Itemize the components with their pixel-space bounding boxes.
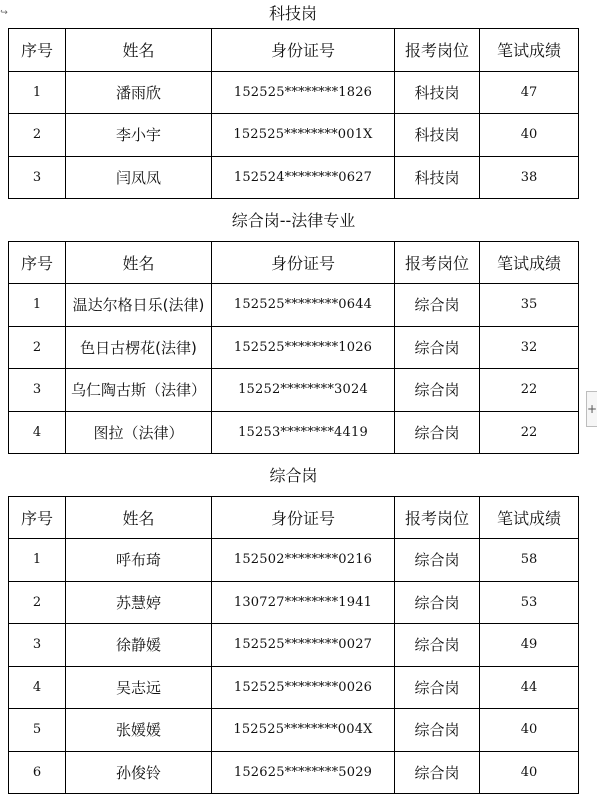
- score-table: [8, 28, 579, 794]
- header-no: 序号: [9, 496, 66, 539]
- cell-no: 2: [9, 581, 66, 624]
- table-row: [9, 369, 579, 412]
- header-id: 身份证号: [212, 241, 395, 284]
- cell-score: 38: [480, 156, 579, 199]
- table-row: [9, 624, 579, 667]
- cell-name: 温达尔格日乐(法律): [66, 284, 212, 327]
- header-score: 笔试成绩: [480, 241, 579, 284]
- table-row: [9, 666, 579, 709]
- table-row: [9, 539, 579, 582]
- cell-post: 综合岗: [395, 751, 480, 794]
- table-header-row: [9, 496, 579, 539]
- cell-score: 32: [480, 326, 579, 369]
- header-name: 姓名: [66, 496, 212, 539]
- cell-post: 综合岗: [395, 411, 480, 454]
- header-post: 报考岗位: [395, 29, 480, 72]
- text-cursor-arrow-icon: ↪: [0, 8, 8, 18]
- cell-no: 3: [9, 624, 66, 667]
- cell-no: 2: [9, 114, 66, 157]
- cell-no: 4: [9, 666, 66, 709]
- cell-name: 呼布琦: [66, 539, 212, 582]
- table-header-row: [9, 29, 579, 72]
- cell-post: 综合岗: [395, 624, 480, 667]
- cell-score: 22: [480, 411, 579, 454]
- cell-name: 苏慧婷: [66, 581, 212, 624]
- header-no: 序号: [9, 29, 66, 72]
- cell-post: 综合岗: [395, 666, 480, 709]
- table-row: [9, 71, 579, 114]
- cell-id: 152525********0027: [212, 624, 395, 667]
- cell-score: 40: [480, 114, 579, 157]
- cell-score: 44: [480, 666, 579, 709]
- cell-score: 40: [480, 751, 579, 794]
- header-id: 身份证号: [212, 496, 395, 539]
- cell-post: 科技岗: [395, 114, 480, 157]
- cell-score: 47: [480, 71, 579, 114]
- section-title-row: [9, 199, 579, 242]
- cell-no: 2: [9, 326, 66, 369]
- cell-score: 40: [480, 709, 579, 752]
- cell-name: 李小宇: [66, 114, 212, 157]
- cell-id: 152524********0627: [212, 156, 395, 199]
- header-post: 报考岗位: [395, 496, 480, 539]
- header-name: 姓名: [66, 29, 212, 72]
- cell-id: 152525********0026: [212, 666, 395, 709]
- cell-name: 潘雨欣: [66, 71, 212, 114]
- cell-id: 152525********0644: [212, 284, 395, 327]
- cell-name: 色日古楞花(法律): [66, 326, 212, 369]
- section-title-law: 综合岗--法律专业: [9, 199, 579, 242]
- cell-name: 徐静媛: [66, 624, 212, 667]
- header-score: 笔试成绩: [480, 29, 579, 72]
- cell-name: 乌仁陶古斯（法律）: [66, 369, 212, 412]
- section-title-general: 综合岗: [9, 454, 579, 497]
- cell-post: 综合岗: [395, 284, 480, 327]
- header-score: 笔试成绩: [480, 496, 579, 539]
- cell-id: 152525********1026: [212, 326, 395, 369]
- cell-no: 3: [9, 369, 66, 412]
- cell-post: 综合岗: [395, 709, 480, 752]
- cell-name: 图拉（法律）: [66, 411, 212, 454]
- cell-no: 1: [9, 539, 66, 582]
- table-row: [9, 114, 579, 157]
- cell-id: 152525********001X: [212, 114, 395, 157]
- cell-post: 科技岗: [395, 156, 480, 199]
- cell-id: 152502********0216: [212, 539, 395, 582]
- cell-name: 张媛媛: [66, 709, 212, 752]
- cell-no: 3: [9, 156, 66, 199]
- cell-post: 综合岗: [395, 581, 480, 624]
- cell-name: 孙俊铃: [66, 751, 212, 794]
- cell-post: 综合岗: [395, 369, 480, 412]
- table-row: [9, 411, 579, 454]
- cell-id: 152525********004X: [212, 709, 395, 752]
- table-row: [9, 751, 579, 794]
- header-post: 报考岗位: [395, 241, 480, 284]
- cell-id: 15253********4419: [212, 411, 395, 454]
- cell-no: 1: [9, 284, 66, 327]
- cell-no: 6: [9, 751, 66, 794]
- cell-post: 科技岗: [395, 71, 480, 114]
- cell-id: 152525********1826: [212, 71, 395, 114]
- table-row: [9, 156, 579, 199]
- cell-score: 35: [480, 284, 579, 327]
- table-row: [9, 581, 579, 624]
- cell-score: 22: [480, 369, 579, 412]
- header-no: 序号: [9, 241, 66, 284]
- cell-score: 58: [480, 539, 579, 582]
- cell-no: 5: [9, 709, 66, 752]
- table-row: [9, 326, 579, 369]
- cell-no: 1: [9, 71, 66, 114]
- table-row: [9, 284, 579, 327]
- cell-name: 闫凤凤: [66, 156, 212, 199]
- plus-icon[interactable]: +: [586, 391, 597, 427]
- cell-score: 49: [480, 624, 579, 667]
- cell-post: 综合岗: [395, 539, 480, 582]
- table-row: [9, 709, 579, 752]
- section-title-row: [9, 454, 579, 497]
- cell-id: 130727********1941: [212, 581, 395, 624]
- cell-id: 15252********3024: [212, 369, 395, 412]
- cell-no: 4: [9, 411, 66, 454]
- header-name: 姓名: [66, 241, 212, 284]
- section-title-tech: 科技岗: [268, 4, 317, 23]
- cell-id: 152625********5029: [212, 751, 395, 794]
- cell-post: 综合岗: [395, 326, 480, 369]
- cell-name: 吴志远: [66, 666, 212, 709]
- header-id: 身份证号: [212, 29, 395, 72]
- table-header-row: [9, 241, 579, 284]
- cell-score: 53: [480, 581, 579, 624]
